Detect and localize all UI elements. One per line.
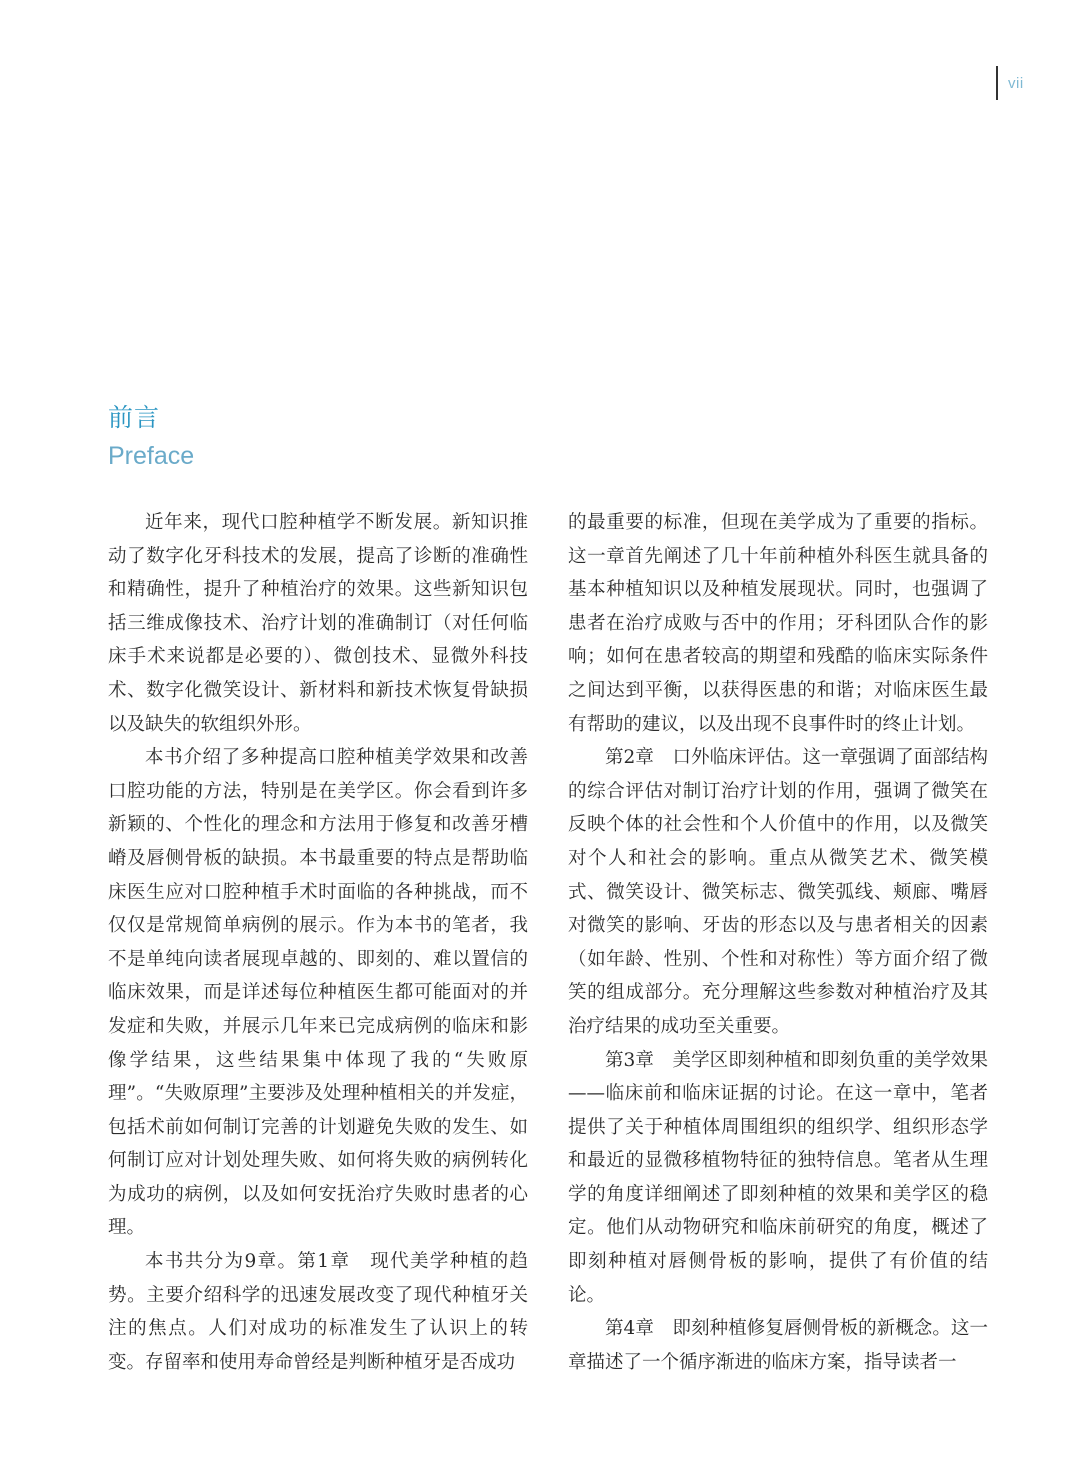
page-number-marker (996, 66, 1024, 100)
paragraph-continued: 的最重要的标准，但现在美学成为了重要的指标。这一章首先阐述了几十年前种植外科医生就具备的基本种植知识以及种植发展现状。同时，也强调了患者在治疗成败与否中的作用；牙科团队合作的影响；如何在患者较高的期望和残酷的临床实际条件之间达到平衡，以获得医患的和谐；对临床医生最有帮助的建议，以及出现不良事件时的终止计划。 (568, 512, 988, 735)
heading-chinese: 前言 (108, 403, 161, 432)
section-heading (108, 400, 194, 474)
paragraph: 本书介绍了多种提高口腔种植美学效果和改善口腔功能的方法，特别是在美学区。你会看到许多新颖的、个性化的理念和方法用于修复和改善牙槽嵴及唇侧骨板的缺损。本书最重要的特点是帮助临床医生应对口腔种植手术时面临的各种挑战，而不仅仅是常规简单病例的展示。作为本书的笔者，我不是单纯向读者展现卓越的、即刻的、难以置信的临床效果，而是详述每位种植医生都可能面对的并发症和失败，并展示几年来已完成病例的临床和影像学结果，这些结果集中体现了我的“失败原理”。“失败原理”主要涉及处理种植相关的并发症，包括术前如何制订完善的计划避免失败的发生、如何制订应对计划处理失败、如何将失败的病例转化为成功的病例，以及如何安抚治疗失败时患者的心理。 (108, 747, 528, 1239)
paragraph: 本书共分为9章。第1章 现代美学种植的趋势。主要介绍科学的迅速发展改变了现代种植牙关注的焦点。人们对成功的标准发生了认识上的转变。存留率和使用寿命曾经是判断种植牙是否成功 (108, 1251, 528, 1373)
page-number-divider (996, 66, 998, 100)
right-column (568, 506, 988, 1379)
paragraph: 第3章 美学区即刻种植和即刻负重的美学效果——临床前和临床证据的讨论。在这一章中，笔者提供了关于种植体周围组织的组织学、组织形态学和最近的显微移植物特征的独特信息。笔者从生理学的角度详细阐述了即刻种植的效果和美学区的稳定。他们从动物研究和临床前研究的角度，概述了即刻种植对唇侧骨板的影响，提供了有价值的结论。 (568, 1049, 988, 1306)
paragraph: 第4章 即刻种植修复唇侧骨板的新概念。这一章描述了一个循序渐进的临床方案，指导读者一 (568, 1318, 988, 1373)
paragraph: 近年来，现代口腔种植学不断发展。新知识推动了数字化牙科技术的发展，提高了诊断的准确性和精确性，提升了种植治疗的效果。这些新知识包括三维成像技术、治疗计划的准确制订（对任何临床手术来说都是必要的）、微创技术、显微外科技术、数字化微笑设计、新材料和新技术恢复骨缺损以及缺失的软组织外形。 (108, 512, 528, 735)
paragraph: 第2章 口外临床评估。这一章强调了面部结构的综合评估对制订治疗计划的作用，强调了微笑在反映个体的社会性和个人价值中的作用，以及微笑对个人和社会的影响。重点从微笑艺术、微笑模式、微笑设计、微笑标志、微笑弧线、颊廊、嘴唇对微笑的影响、牙齿的形态以及与患者相关的因素（如年龄、性别、个性和对称性）等方面介绍了微笑的组成部分。充分理解这些参数对种植治疗及其治疗结果的成功至关重要。 (568, 747, 988, 1037)
page-number: vii (1008, 74, 1024, 92)
heading-english: Preface (108, 442, 195, 470)
left-column (108, 506, 528, 1379)
